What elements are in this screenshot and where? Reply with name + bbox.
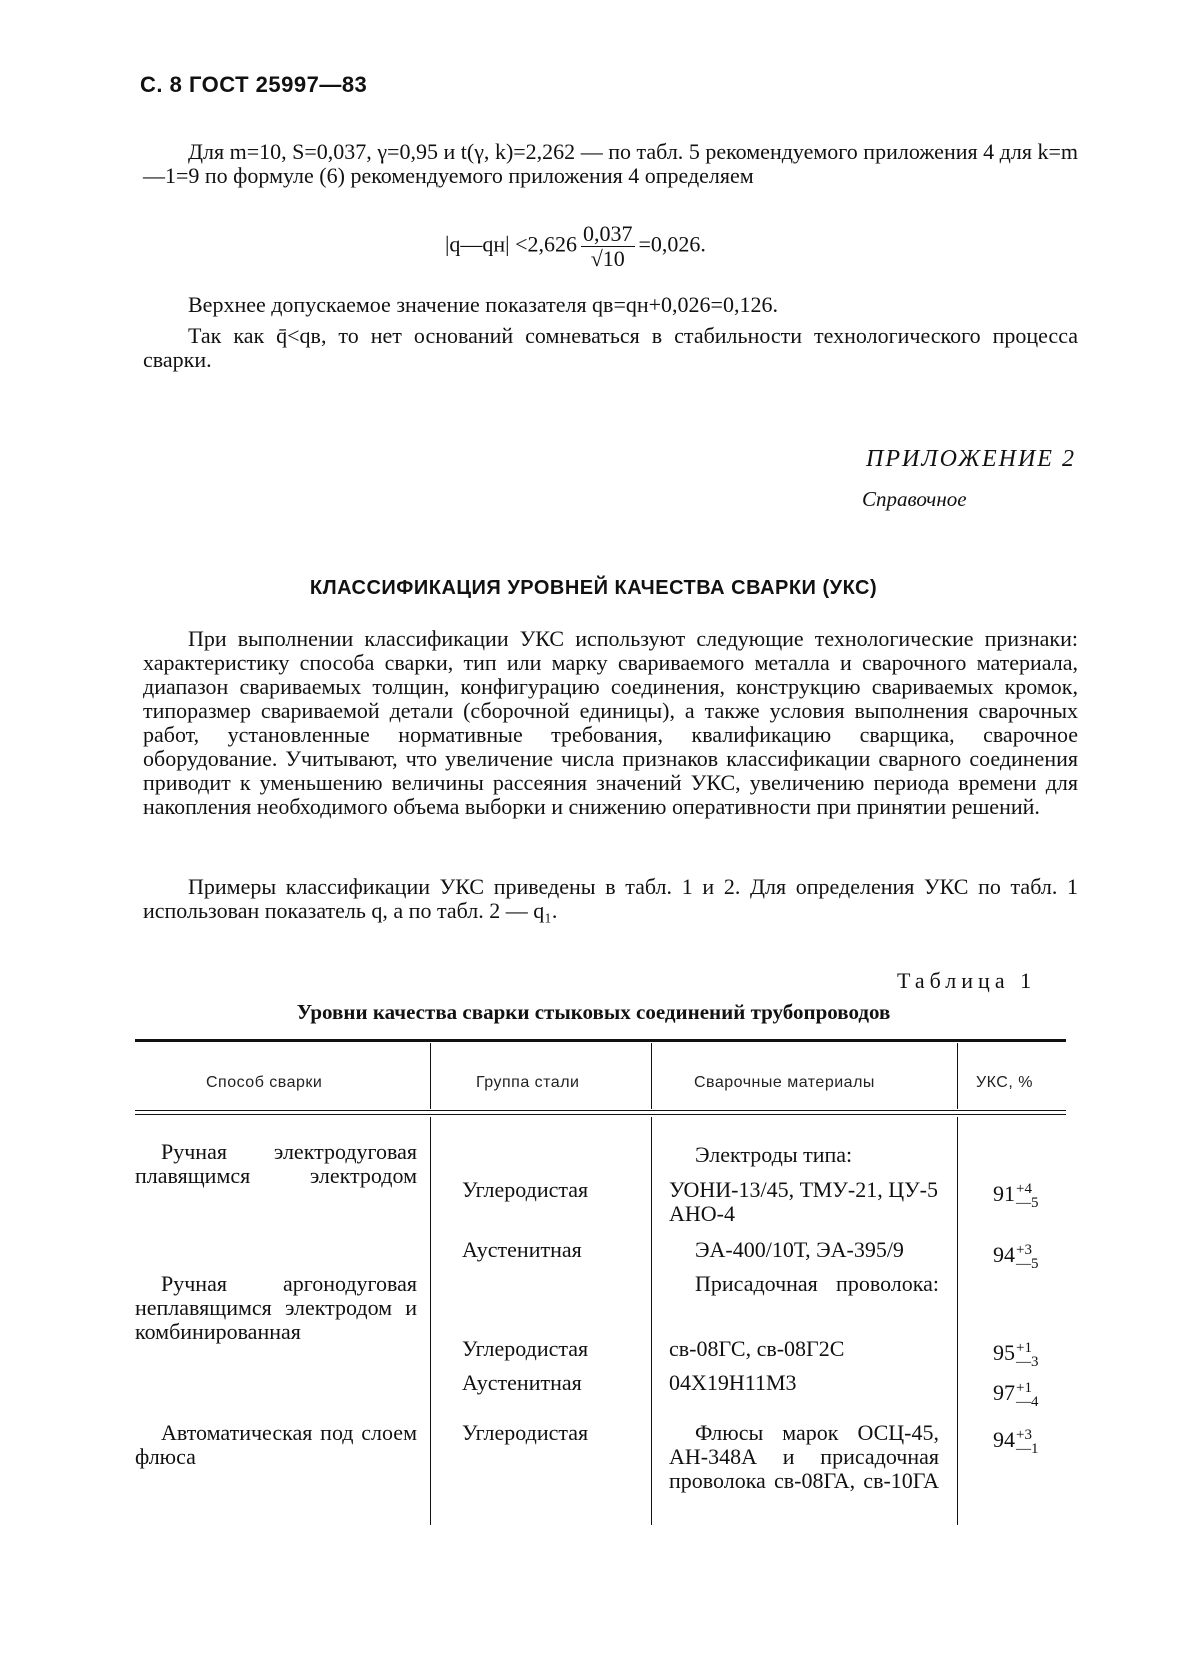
tolerance-minus: —5 bbox=[1016, 1255, 1039, 1272]
column-divider bbox=[430, 1117, 431, 1525]
uks-tolerance bbox=[1016, 1381, 1039, 1409]
steel-cell: Углеродистая bbox=[462, 1177, 589, 1202]
material-cell: УОНИ-13/45, ТМУ-21, ЦУ-5 АНО-4 bbox=[669, 1177, 938, 1226]
table-header-rule bbox=[135, 1110, 1066, 1111]
uks-number: 94 bbox=[993, 1427, 1015, 1452]
uks-number: 97 bbox=[993, 1380, 1015, 1405]
uks-value bbox=[993, 1242, 1039, 1271]
uks-tolerance bbox=[1016, 1182, 1039, 1210]
method-cell: Ручная электродуговая плавящимся электродом bbox=[135, 1139, 417, 1188]
method-cell: Автоматическая под слоем флюса bbox=[135, 1420, 417, 1469]
tolerance-plus: +1 bbox=[1016, 1339, 1032, 1356]
tolerance-plus: +4 bbox=[1016, 1180, 1032, 1197]
column-divider bbox=[651, 1117, 652, 1525]
formula-right: =0,026. bbox=[638, 231, 706, 257]
column-divider bbox=[430, 1043, 431, 1109]
uks-tolerance bbox=[1016, 1243, 1039, 1271]
steel-cell: Аустенитная bbox=[462, 1370, 582, 1395]
intro-paragraph: Для m=10, S=0,037, γ=0,95 и t(γ, k)=2,262 — по табл. 5 рекомендуемого приложения 4 для k=m—1=9 по формуле (6) рекомендуемого приложения 4 определяем bbox=[143, 139, 1078, 188]
header-uks: УКС, % bbox=[976, 1074, 1033, 1091]
tolerance-minus: —3 bbox=[1016, 1353, 1039, 1370]
uks-number: 91 bbox=[993, 1181, 1015, 1206]
material-cell: Электроды типа: bbox=[695, 1142, 853, 1167]
tolerance-minus: —4 bbox=[1016, 1393, 1039, 1410]
material-cell: Флюсы марок ОСЦ-45, АН-348А и присадочная проволока св-08ГА, св-10ГА bbox=[669, 1420, 939, 1493]
steel-cell: Аустенитная bbox=[462, 1237, 582, 1262]
header-method: Способ сварки bbox=[206, 1074, 323, 1091]
method-cell: Ручная аргонодуговая неплавящимся электродом и комбинированная bbox=[135, 1271, 417, 1344]
uks-number: 95 bbox=[993, 1340, 1015, 1365]
uks-value bbox=[993, 1380, 1039, 1409]
appendix-title: ПРИЛОЖЕНИЕ 2 bbox=[866, 446, 1076, 472]
uks-value bbox=[993, 1340, 1039, 1369]
conclusion-paragraph: Так как q̄<qв, то нет оснований сомневаться в стабильности технологического процесса сварки. bbox=[143, 323, 1078, 372]
uks-number: 94 bbox=[993, 1242, 1015, 1267]
formula-left: |q—qн| <2,626 bbox=[445, 231, 577, 257]
formula-denominator: √10 bbox=[590, 246, 625, 271]
uks-tolerance bbox=[1016, 1341, 1039, 1369]
classification-paragraph: При выполнении классификации УКС используют следующие технологические признаки: характеристику способа сварки, тип или марку свариваемого металла и сварочного материала, диапазон свариваемых толщин, конфигурацию соединения, конструкцию свариваемых кромок, типоразмер свариваемой детали (сборочной единицы), а также условия выполнения сварочных работ, установленные нормативные требования, квалификацию сварщика, сварочное оборудование. Учитывают, что увеличение числа признаков классификации сварного соединения приводит к уменьшению величины рассеяния значений УКС, увеличению периода времени для накопления необходимого объема выборки и снижению оперативности при принятии решений. bbox=[143, 626, 1078, 819]
header-materials: Сварочные материалы bbox=[694, 1074, 875, 1091]
column-divider bbox=[957, 1117, 958, 1525]
uks-value bbox=[993, 1427, 1039, 1456]
material-cell: 04Х19Н11М3 bbox=[669, 1370, 797, 1395]
section-title: КЛАССИФИКАЦИЯ УРОВНЕЙ КАЧЕСТВА СВАРКИ (УКС) bbox=[309, 577, 878, 599]
appendix-subtitle: Справочное bbox=[862, 487, 967, 511]
formula-fraction bbox=[581, 222, 635, 271]
material-cell: Присадочная проволока: bbox=[695, 1271, 939, 1296]
tolerance-minus: —1 bbox=[1016, 1440, 1039, 1457]
header-steel-group: Группа стали bbox=[476, 1074, 580, 1091]
tolerance-plus: +1 bbox=[1016, 1379, 1032, 1396]
table-header-rule-2 bbox=[135, 1114, 1066, 1115]
table-top-rule bbox=[135, 1039, 1066, 1042]
tolerance-plus: +3 bbox=[1016, 1426, 1032, 1443]
tolerance-minus: —5 bbox=[1016, 1194, 1039, 1211]
column-divider bbox=[957, 1043, 958, 1109]
uks-tolerance bbox=[1016, 1428, 1039, 1456]
steel-cell: Углеродистая bbox=[462, 1420, 589, 1445]
examples-paragraph: Примеры классификации УКС приведены в табл. 1 и 2. Для определения УКС по табл. 1 использован показатель q, а по табл. 2 — q₁. bbox=[143, 874, 1078, 923]
uks-value bbox=[993, 1181, 1039, 1210]
page-header: С. 8 ГОСТ 25997—83 bbox=[140, 72, 368, 97]
table-title: Уровни качества сварки стыковых соединений трубопроводов bbox=[296, 1000, 891, 1024]
steel-cell: Углеродистая bbox=[462, 1336, 589, 1361]
tolerance-plus: +3 bbox=[1016, 1241, 1032, 1258]
column-divider bbox=[651, 1043, 652, 1109]
material-cell: ЭА-400/10Т, ЭА-395/9 bbox=[695, 1237, 904, 1262]
material-cell: св-08ГС, св-08Г2С bbox=[669, 1336, 845, 1361]
table-label: Таблица 1 bbox=[897, 968, 1037, 993]
formula bbox=[445, 222, 706, 271]
upper-limit-line: Верхнее допускаемое значение показателя qв=qн+0,026=0,126. bbox=[188, 292, 778, 317]
formula-numerator: 0,037 bbox=[583, 221, 633, 246]
